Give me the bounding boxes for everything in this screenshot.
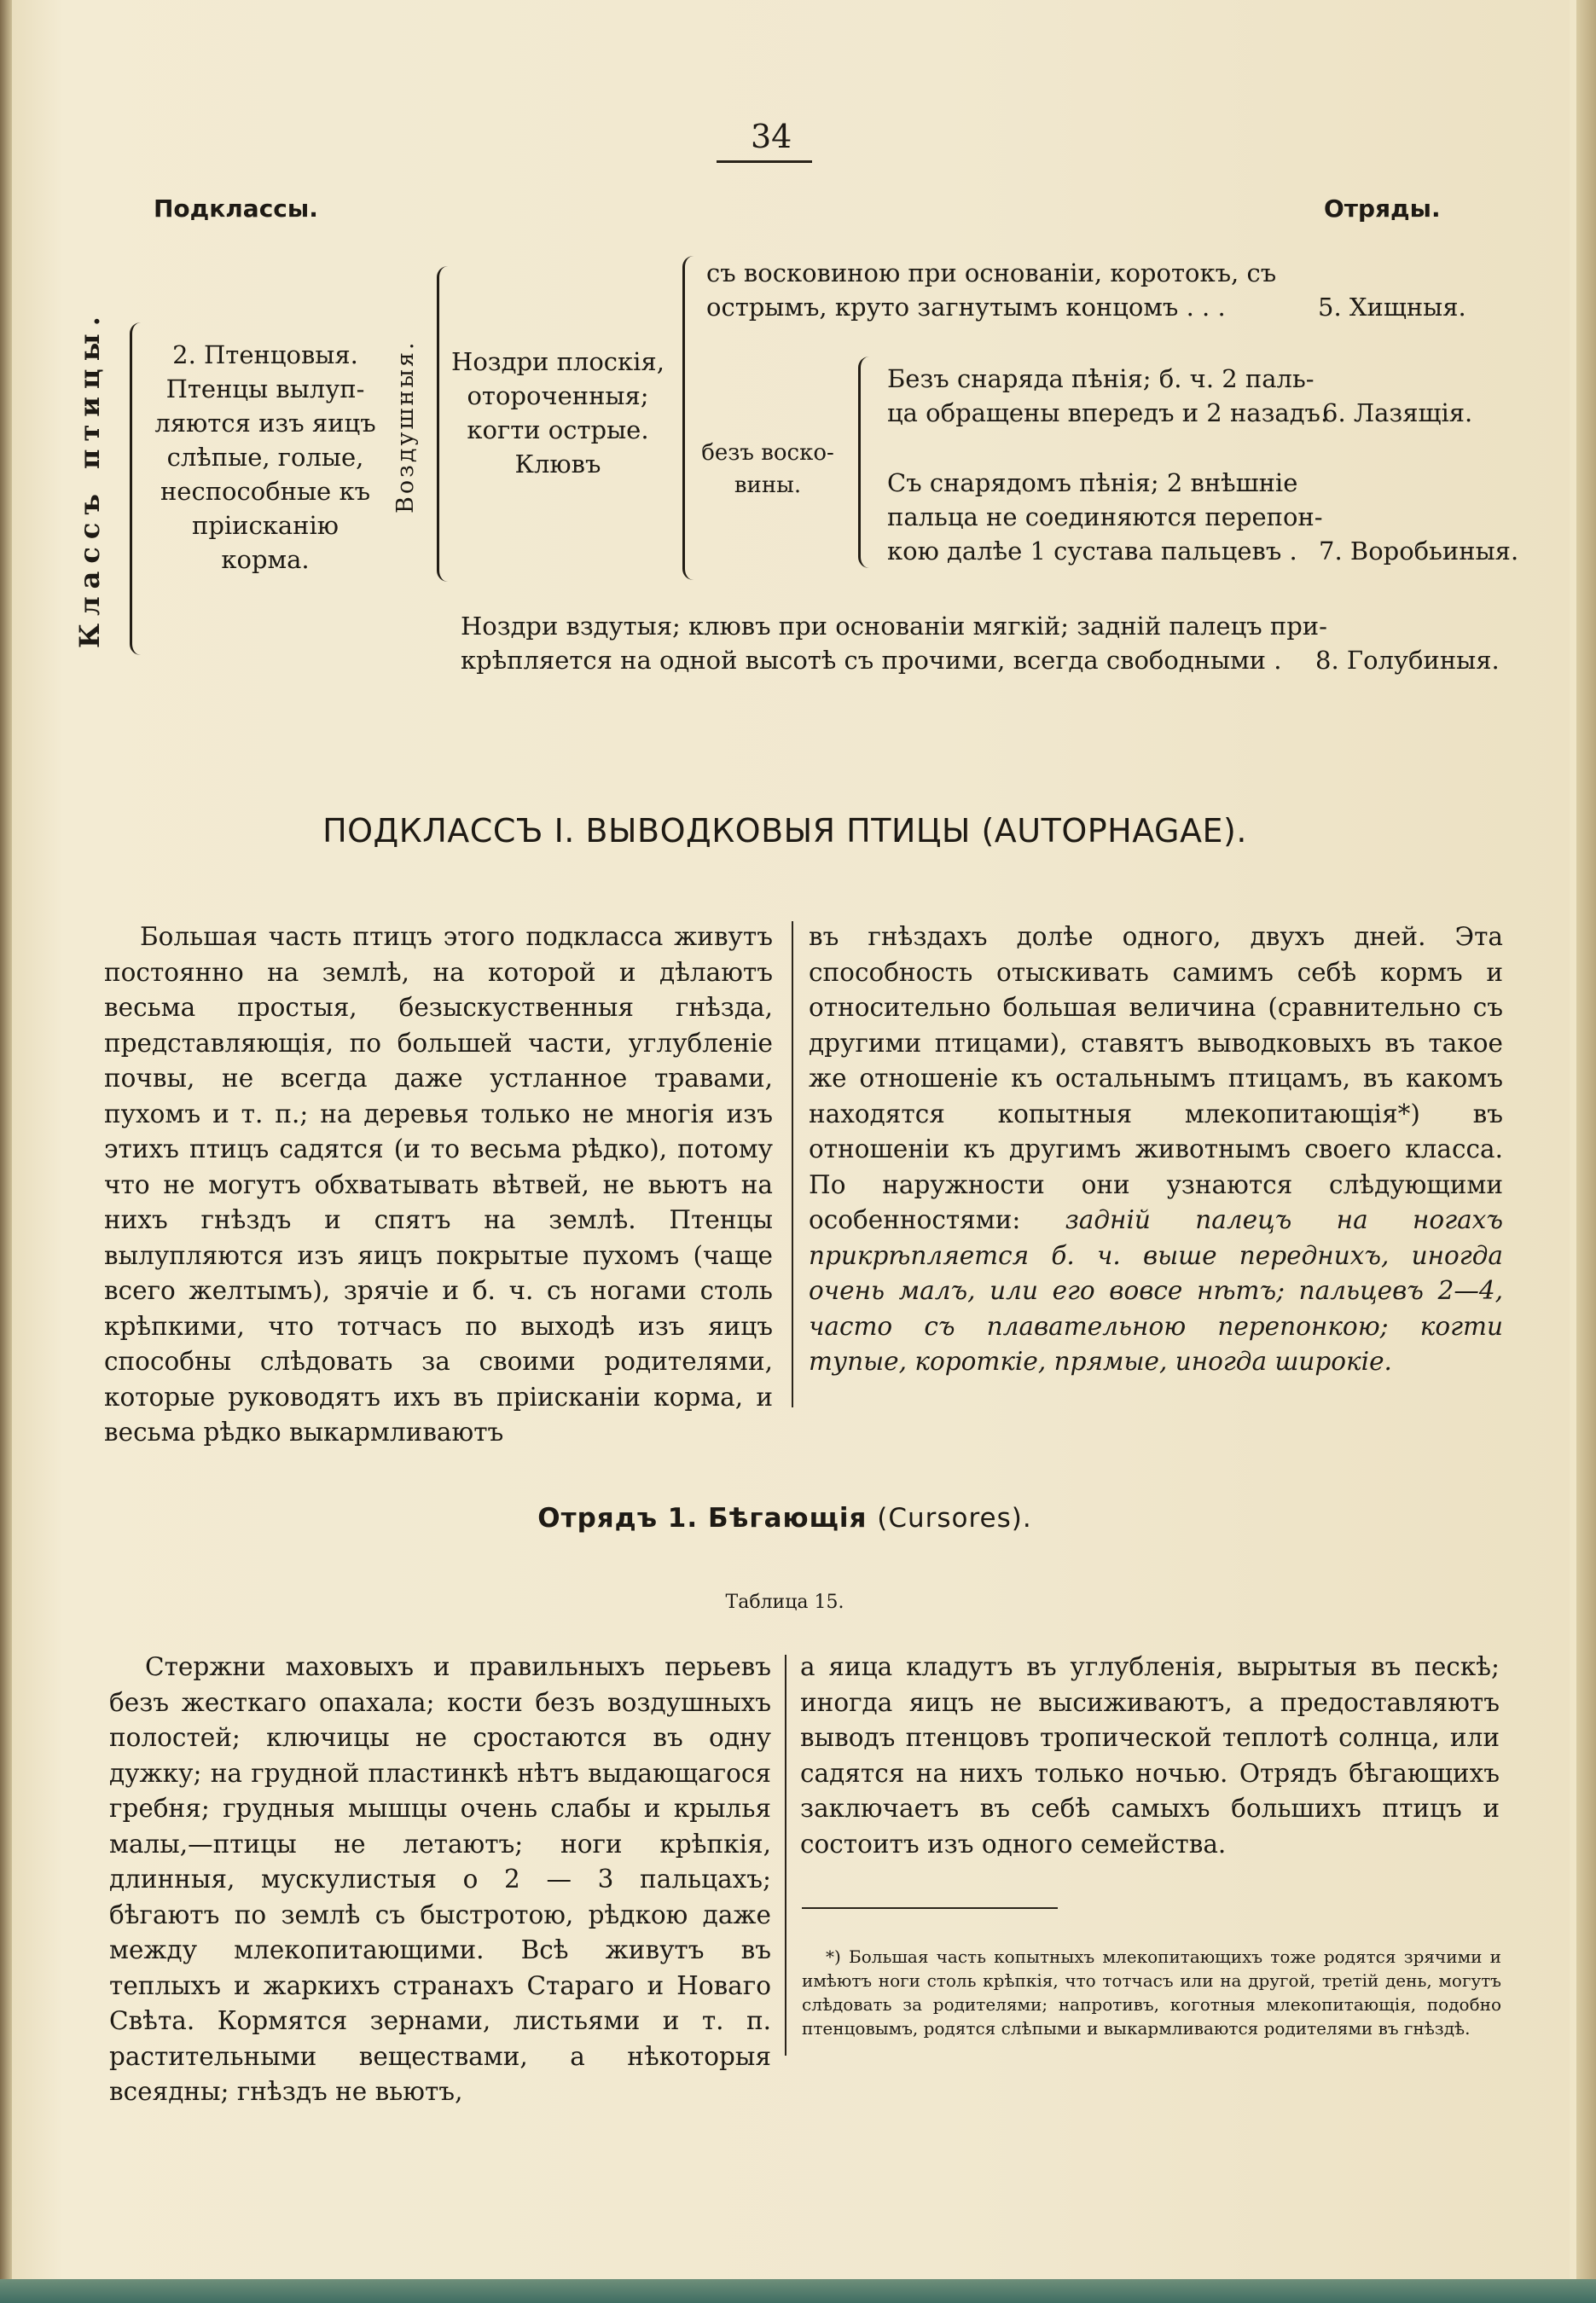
bottom-edge-strip [0,2279,1596,2303]
nostril-line: Клювъ [514,450,601,479]
nostril-line: отороченныя; [467,381,649,410]
cere-block [706,256,1276,324]
subclass-line: Птенцы вылуп- [165,374,365,403]
sparrows-block [887,466,1323,568]
song-brace [858,357,869,568]
table-reference: Таблица 15. [725,1592,844,1613]
air-brace [437,266,448,582]
pigeons-line: крѣпляется на одной высотѣ съ прочими, всегда свободными . [461,646,1282,675]
sparrows-line: пальца не соединяются перепон- [887,502,1323,531]
beak-brace [682,256,694,580]
nostril-block [450,345,665,481]
section1-right-text: въ гнѣздахъ долѣе одного, двухъ дней. Эта способность отыскивать самимъ себѣ кормъ и относительно большая величина (сравнительно съ другими птицами), ставятъ выводковыхъ въ такое же отношеніе къ остальнымъ птицамъ, въ какомъ находятся копытныя млекопитающія*) въ отношеніи къ другимъ животнымъ своего класса. По наружности они узнаются слѣдующими особенностями: [809,922,1503,1234]
section1-right-paragraph [809,919,1503,1380]
pigeons-block [461,609,1327,677]
section1-right-column [809,919,1503,1380]
footnote-rule [802,1907,1058,1909]
cere-line: острымъ, круто загнутымъ концомъ . . . [706,293,1226,322]
order-8: 8. Голубиныя. [1315,646,1500,675]
page-edge [1576,0,1596,2303]
climbers-block [887,362,1328,430]
class-label: Классъ птицы. [73,309,106,648]
air-label: Воздушныя. [392,339,419,513]
section1-right-italic: задній палецъ на ногахъ прикрѣпляется б. ч. выше переднихъ, иногда очень малъ, или его вовсе нѣтъ; пальцевъ 2—4, часто съ плавательною перепонкою; когти тупые, короткіе, прямые, иногда широкіе. [809,1205,1503,1376]
subclass-line: неспособные къ [160,477,371,506]
subclass-line: слѣпые, голые, [166,443,364,472]
page-number-rule [717,160,812,163]
cere-line: съ восковиною при основаніи, коротокъ, съ [706,258,1277,287]
nostril-line: когти острые. [467,415,649,444]
no-cere-block [699,437,836,502]
order-heading-bold: Отрядъ 1. Бѣгающія [537,1503,868,1534]
order-6: 6. Лазящія. [1322,398,1473,427]
section2-left-paragraph: Стержни маховыхъ и правильныхъ перьевъ безъ жесткаго опахала; кости безъ воздушныхъ полостей; ключицы не сростаются въ одну дужку; на грудной пластинкѣ нѣтъ выдающагося гребня; грудныя мышцы очень слабы и крылья малы,—птицы не летаютъ; ноги крѣпкія, длинныя, мускулистыя о 2 — 3 пальцахъ; бѣгаютъ по землѣ съ быстротою, рѣдкою даже между млекопитающими. Всѣ живутъ въ теплыхъ и жаркихъ странахъ Стараго и Новаго Свѣта. Кормятся зернами, листьями и т. п. растительными веществами, а нѣкоторыя всеядны; гнѣздъ не вьютъ, [109,1652,771,2106]
subclass-line: пріисканію [191,511,339,540]
page-number: 34 [751,118,792,155]
section2-left-column [109,1650,771,2110]
class-brace [130,322,141,655]
column-divider [792,921,793,1407]
book-spine [0,0,12,2303]
footnote-text: *) Большая часть копытныхъ млекопитающихъ тоже родятся зрячими и имѣютъ ноги столь крѣпкія, что тотчасъ или на другой, третій день, могутъ слѣдовать за родителями; напротивъ, коготныя млекопитающія, подобно птенцовымъ, родятся слѣпыми и выкармливаются родителями въ гнѣздѣ. [802,1946,1501,2039]
subclass-heading: ПОДКЛАССЪ I. ВЫВОДКОВЫЯ ПТИЦЫ (AUTOPHAGAE). [322,812,1247,850]
climbers-line: ца обращены впередъ и 2 назадъ. [887,398,1329,427]
orders-header: Отряды. [1324,194,1441,223]
subclass-line: корма. [221,545,310,574]
no-cere-line: вины. [734,473,802,498]
subclass-line: ляются изъ яицъ [154,409,376,438]
subclasses-header: Подклассы. [154,194,318,223]
nostril-line: Ноздри плоскія, [451,347,665,376]
footnote [802,1945,1501,2040]
order-5: 5. Хищныя. [1318,293,1466,322]
sparrows-line: кою далѣе 1 сустава пальцевъ . [887,537,1297,566]
section1-left-paragraph: Большая часть птицъ этого подкласса живутъ постоянно на землѣ, на которой и дѣлаютъ весьма простыя, безыскуственныя гнѣзда, представляющія, по большей части, углубленіе почвы, не всегда даже устланное травами, пухомъ и т. п.; на деревья только не многія изъ этихъ птицъ садятся (и то весьма рѣдко), потому что не могутъ обхватывать вѣтвей, не вьютъ на нихъ гнѣздъ и спятъ на землѣ. Птенцы вылупляются изъ яицъ покрытые пухомъ (чаще всего желтымъ), зрячіе и б. ч. съ ногами столь крѣпкими, что тотчасъ по выходѣ изъ яицъ способны слѣдовать за своими родителями, которые руководятъ ихъ въ пріисканіи корма, и весьма рѣдко выкармливаютъ [104,922,773,1447]
subclass-block [147,338,384,577]
column-divider-2 [785,1655,786,2056]
order-heading-latin: (Cursores). [877,1503,1032,1534]
order-7: 7. Воробьиныя. [1319,537,1519,566]
pigeons-line: Ноздри вздутыя; клювъ при основаніи мягкій; задній палецъ при- [461,612,1327,641]
sparrows-line: Съ снарядомъ пѣнія; 2 внѣшніе [887,468,1298,497]
climbers-line: Безъ снаряда пѣнія; б. ч. 2 паль- [887,364,1315,393]
section2-right-column [800,1650,1500,1862]
no-cere-line: безъ воско- [701,440,834,466]
section1-left-column [104,919,773,1451]
subclass-line: 2. Птенцовыя. [172,340,358,369]
section2-right-paragraph: а яица кладутъ въ углубленія, вырытыя въ пескѣ; иногда яицъ не высиживаютъ, а предоставляютъ выводъ птенцовъ тропической теплотѣ солнца, или садятся на нихъ только ночью. Отрядъ бѣгающихъ заключаетъ въ себѣ самыхъ большихъ птицъ и состоитъ изъ одного семейства. [800,1652,1500,1859]
order-heading [0,1503,1570,1534]
